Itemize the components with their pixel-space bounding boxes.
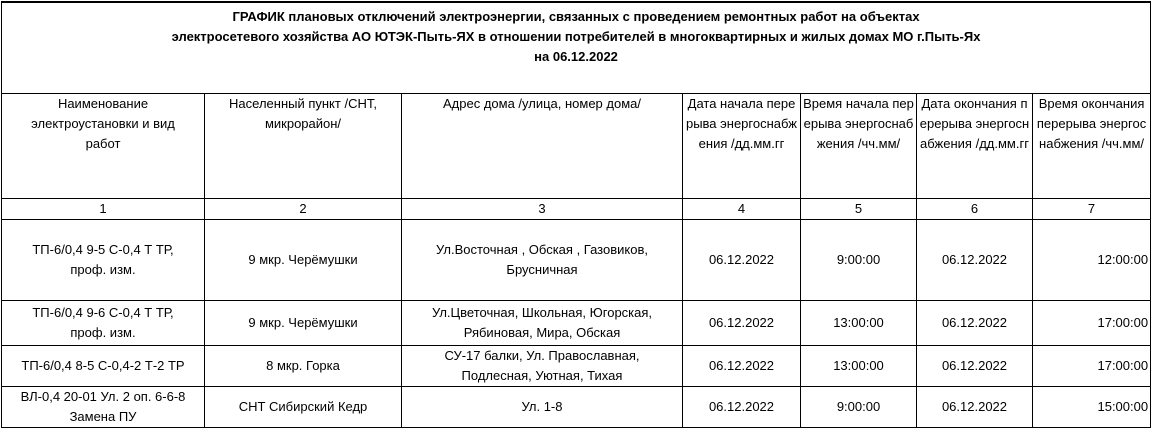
column-number: 6 <box>917 199 1033 220</box>
cell-end-date: 06.12.2022 <box>917 220 1033 301</box>
cell-start-time: 13:00:00 <box>801 346 917 387</box>
column-number: 3 <box>402 199 683 220</box>
cell-installation: ТП-6/0,4 8-5 С-0,4-2 Т-2 ТР <box>2 346 205 387</box>
table-row <box>2 346 1151 387</box>
cell-installation: ТП-6/0,4 9-5 С-0,4 Т ТР, проф. изм. <box>2 220 205 301</box>
cell-end-time: 15:00:00 <box>1033 387 1151 428</box>
header-start-time: Время начала перерыва энергоснабжения /чч.мм/ <box>801 94 917 199</box>
cell-end-time: 12:00:00 <box>1033 220 1151 301</box>
title-line-3: на 06.12.2022 <box>534 49 618 64</box>
column-number: 7 <box>1033 199 1151 220</box>
cell-end-date: 06.12.2022 <box>917 387 1033 428</box>
header-start-date: Дата начала перерыва энергоснабжения /дд.мм.гг <box>683 94 801 199</box>
header-end-date: Дата окончания перерыва энергоснабжения /дд.мм.гг <box>917 94 1033 199</box>
table-row <box>2 387 1151 428</box>
cell-installation: ТП-6/0,4 9-6 С-0,4 Т ТР, проф. изм. <box>2 301 205 346</box>
cell-address: Ул. 1-8 <box>402 387 683 428</box>
cell-address: Ул.Восточная , Обская , Газовиков, Брусничная <box>402 220 683 301</box>
cell-start-date: 06.12.2022 <box>683 387 801 428</box>
column-number: 1 <box>2 199 205 220</box>
title-line-1: ГРАФИК плановых отключений электроэнергии, связанных с проведением ремонтных работ на объектах <box>232 9 920 24</box>
outage-schedule-table <box>1 1 1151 428</box>
column-number: 5 <box>801 199 917 220</box>
cell-end-time: 17:00:00 <box>1033 301 1151 346</box>
cell-start-time: 9:00:00 <box>801 387 917 428</box>
cell-start-date: 06.12.2022 <box>683 220 801 301</box>
cell-locality: 9 мкр. Черёмушки <box>205 220 402 301</box>
cell-start-date: 06.12.2022 <box>683 346 801 387</box>
header-installation: Наименование электроустановки и вид работ <box>2 94 205 199</box>
cell-end-date: 06.12.2022 <box>917 346 1033 387</box>
cell-locality: СНТ Сибирский Кедр <box>205 387 402 428</box>
column-number-row <box>2 199 1151 220</box>
cell-address: Ул.Цветочная, Школьная, Югорская, Рябиновая, Мира, Обская <box>402 301 683 346</box>
cell-end-date: 06.12.2022 <box>917 301 1033 346</box>
cell-address: СУ-17 балки, Ул. Православная, Подлесная, Уютная, Тихая <box>402 346 683 387</box>
header-locality: Населенный пункт /СНТ, микрорайон/ <box>205 94 402 199</box>
cell-locality: 9 мкр. Черёмушки <box>205 301 402 346</box>
cell-start-time: 9:00:00 <box>801 220 917 301</box>
table-row <box>2 220 1151 301</box>
header-row <box>2 94 1151 199</box>
cell-installation: ВЛ-0,4 20-01 Ул. 2 оп. 6-6-8 Замена ПУ <box>2 387 205 428</box>
column-number: 4 <box>683 199 801 220</box>
schedule-title <box>2 2 1151 94</box>
cell-end-time: 17:00:00 <box>1033 346 1151 387</box>
cell-start-date: 06.12.2022 <box>683 301 801 346</box>
table-row <box>2 301 1151 346</box>
cell-locality: 8 мкр. Горка <box>205 346 402 387</box>
cell-start-time: 13:00:00 <box>801 301 917 346</box>
header-address: Адрес дома /улица, номер дома/ <box>402 94 683 199</box>
title-line-2: электросетевого хозяйства АО ЮТЭК-Пыть-ЯХ в отношении потребителей в многоквартирных и жилых домах МО г.Пыть-Ях <box>171 29 981 44</box>
header-end-time: Время окончания перерыва энергоснабжения /чч.мм/ <box>1033 94 1151 199</box>
column-number: 2 <box>205 199 402 220</box>
